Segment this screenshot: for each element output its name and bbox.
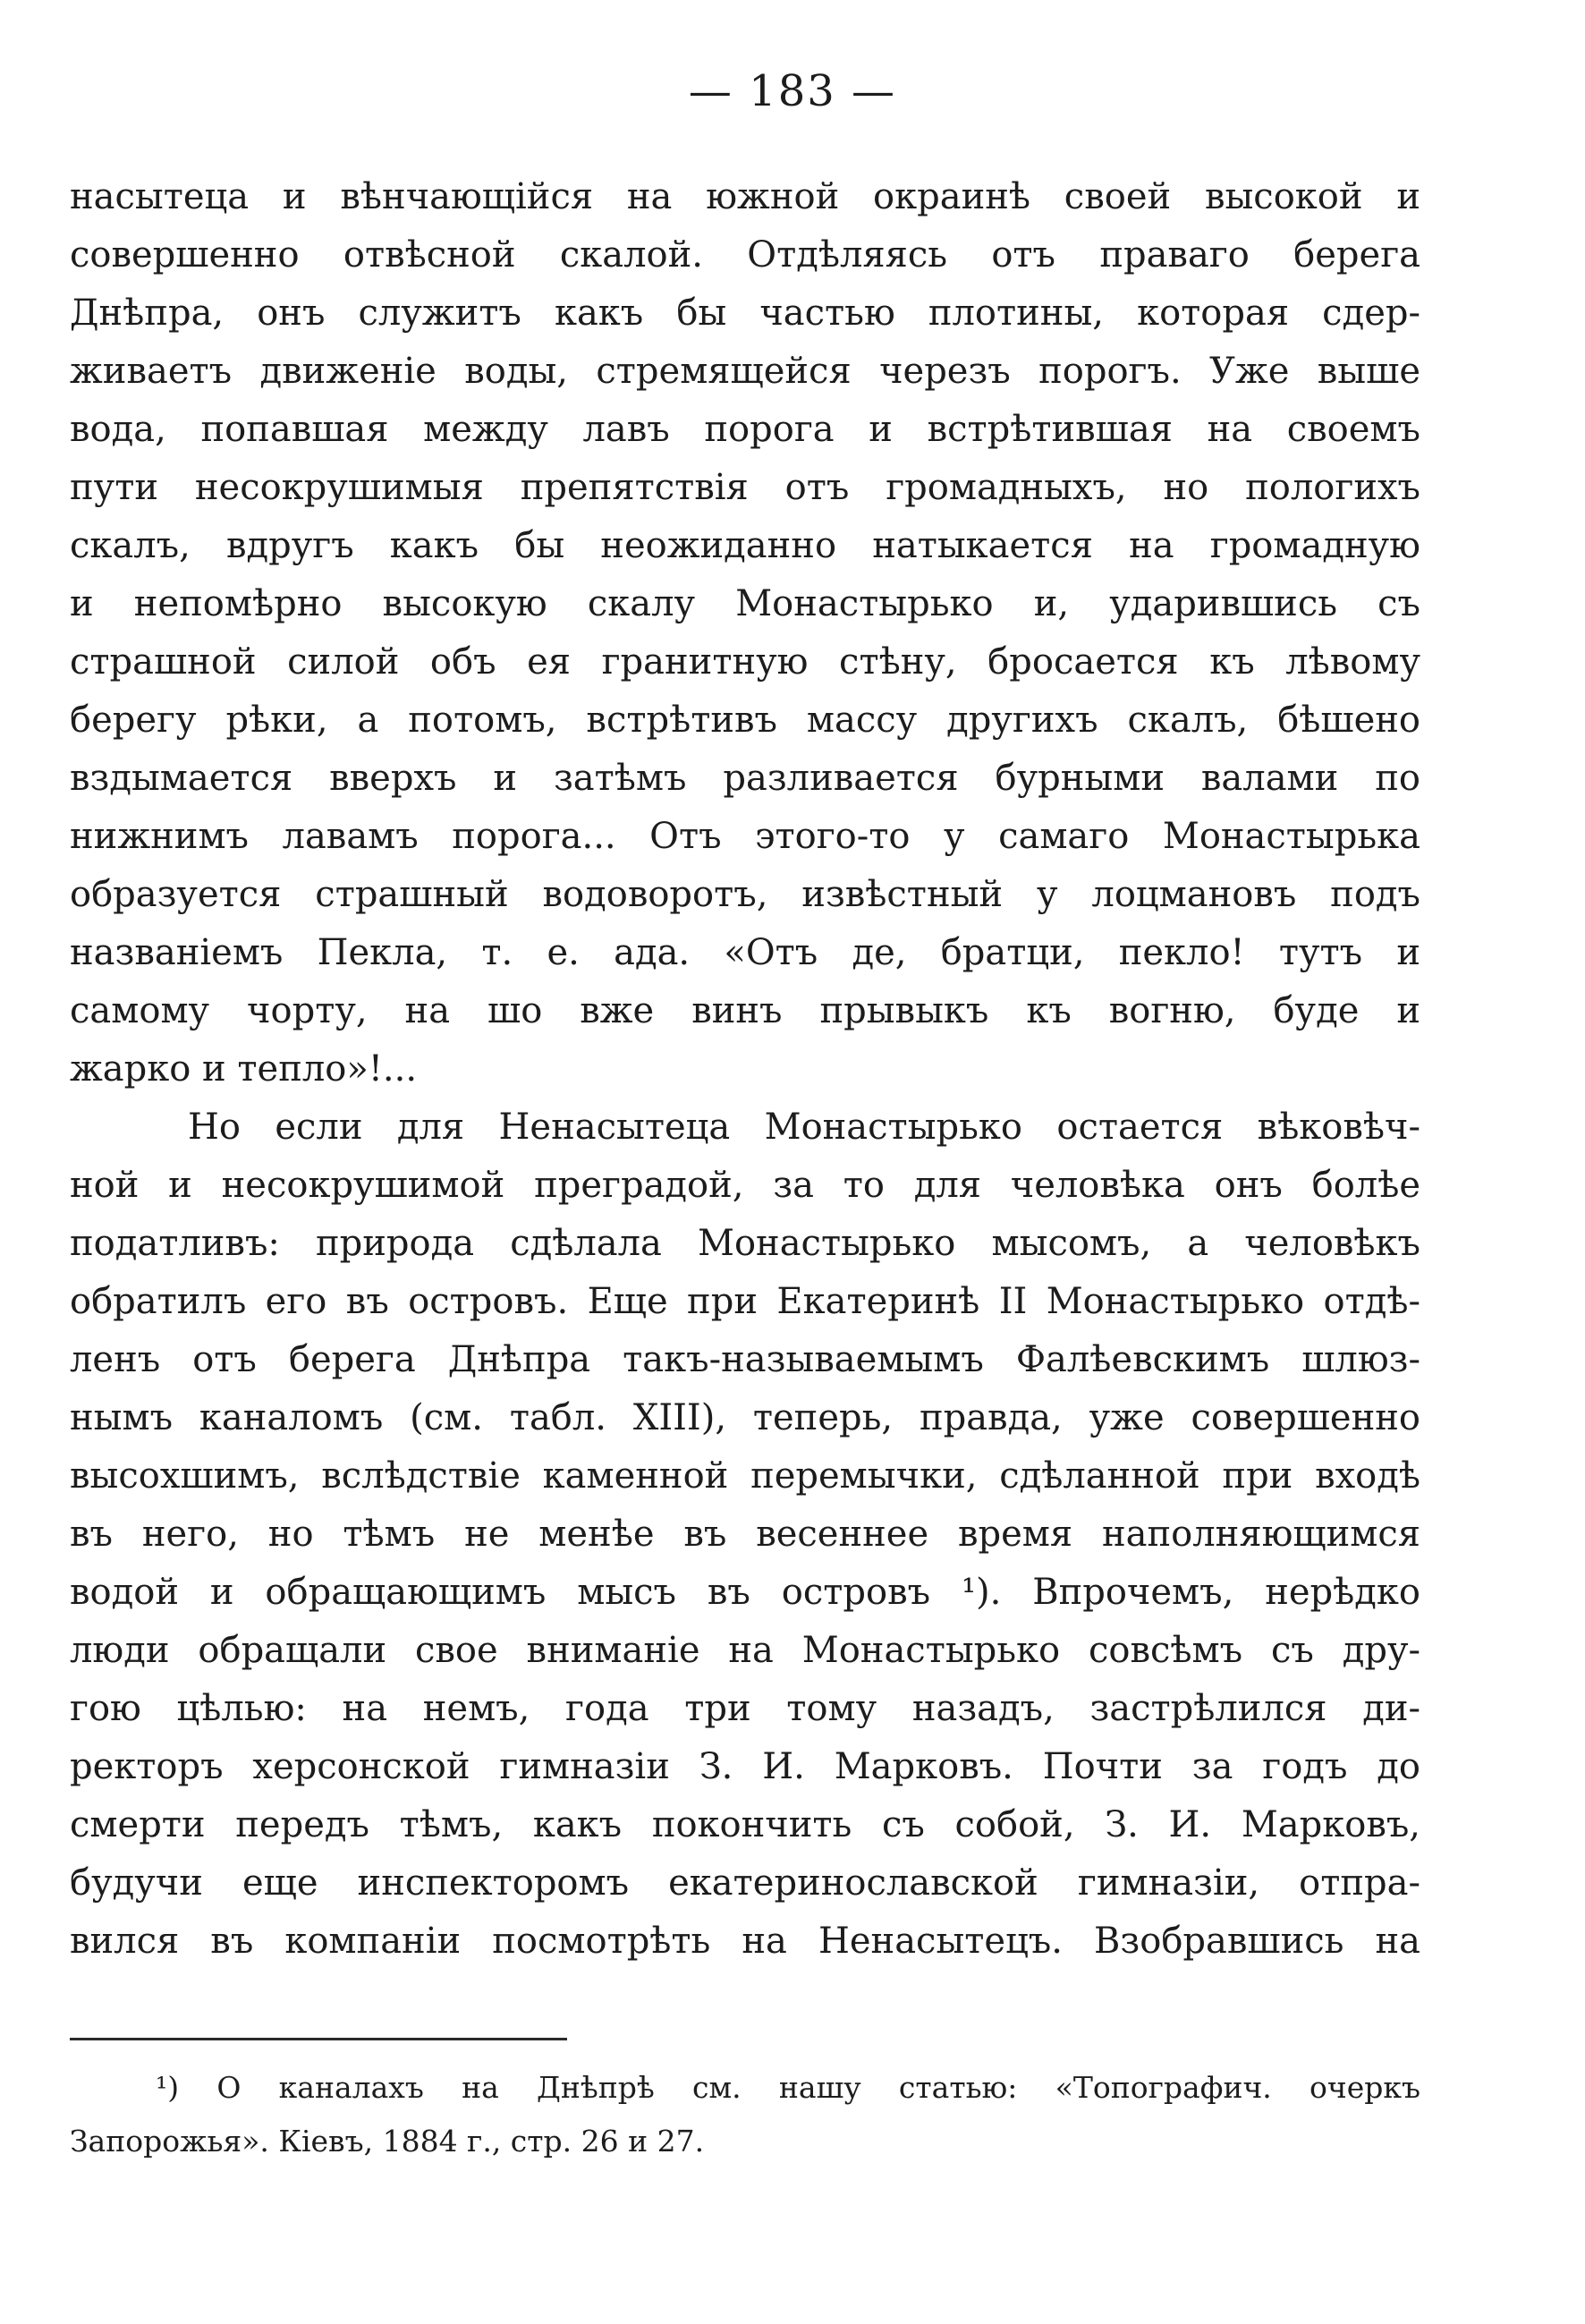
text-line: нымъ каналомъ (см. табл. XIII), теперь, правда, уже совершенно — [70, 1397, 1420, 1438]
footnote-line: Запорожья». Кіевъ, 1884 г., стр. 26 и 27. — [70, 2124, 705, 2159]
page-number: — 183 — — [688, 66, 897, 116]
text-line: пути несокрушимыя препятствія отъ громадныхъ, но пологихъ — [70, 467, 1420, 508]
text-line: образуется страшный водоворотъ, извѣстный у лоцмановъ подъ — [70, 874, 1420, 915]
text-line: ной и несокрушимой преградой, за то для человѣка онъ болѣе — [70, 1165, 1420, 1206]
text-line: высохшимъ, вслѣдствіе каменной перемычки, сдѣланной при входѣ — [70, 1455, 1420, 1497]
text-line: Но если для Ненасытеца Монастырько остается вѣковѣч- — [188, 1107, 1420, 1148]
paragraph-1 — [70, 168, 1420, 1098]
text-line: насытеца и вѣнчающійся на южной окраинѣ своей высокой и — [70, 176, 1420, 217]
text-line: смерти передъ тѣмъ, какъ покончить съ собой, З. И. Марковъ, — [70, 1804, 1420, 1845]
paragraph-2 — [70, 1098, 1420, 1971]
footnote-divider — [70, 2038, 567, 2040]
text-line: вода, попавшая между лавъ порога и встрѣтившая на своемъ — [70, 409, 1420, 450]
text-line: живаетъ движеніе воды, стремящейся черезъ порогъ. Уже выше — [70, 351, 1420, 392]
footnote-line: ¹) О каналахъ на Днѣпрѣ см. нашу статью: «Топографич. очеркъ — [156, 2070, 1420, 2105]
text-line: жарко и тепло»!... — [70, 1048, 418, 1090]
footnote — [70, 2061, 1420, 2168]
text-line: вился въ компаніи посмотрѣть на Ненасытецъ. Взобравшись на — [70, 1921, 1420, 1962]
text-line: въ него, но тѣмъ не менѣе въ весеннее время наполняющимся — [70, 1514, 1420, 1555]
text-line: страшной силой объ ея гранитную стѣну, бросается къ лѣвому — [70, 641, 1420, 683]
text-line: Днѣпра, онъ служитъ какъ бы частью плотины, которая сдер- — [70, 293, 1420, 334]
text-line: берегу рѣки, а потомъ, встрѣтивъ массу другихъ скалъ, бѣшено — [70, 700, 1420, 741]
text-line: гою цѣлью: на немъ, года три тому назадъ, застрѣлился ди- — [70, 1688, 1420, 1729]
text-line: ленъ отъ берега Днѣпра такъ-называемымъ Фалѣевскимъ шлюз- — [70, 1339, 1420, 1380]
text-line: скалъ, вдругъ какъ бы неожиданно натыкается на громадную — [70, 525, 1420, 566]
text-line: люди обращали свое вниманіе на Монастырько совсѣмъ съ дру- — [70, 1630, 1420, 1671]
text-line: совершенно отвѣсной скалой. Отдѣляясь отъ праваго берега — [70, 234, 1420, 276]
text-line: ректоръ херсонской гимназіи З. И. Марковъ. Почти за годъ до — [70, 1746, 1420, 1787]
text-line: податливъ: природа сдѣлала Монастырько мысомъ, а человѣкъ — [70, 1223, 1420, 1264]
text-line: водой и обращающимъ мысъ въ островъ ¹). Впрочемъ, нерѣдко — [70, 1572, 1420, 1613]
text-line: нижнимъ лавамъ порога... Отъ этого-то у самаго Монастырька — [70, 816, 1420, 857]
body-text — [70, 168, 1420, 1971]
text-line: и непомѣрно высокую скалу Монастырько и, ударившись съ — [70, 583, 1420, 624]
text-line: будучи еще инспекторомъ екатеринославской гимназіи, отпра- — [70, 1862, 1420, 1904]
text-line: названіемъ Пекла, т. е. ада. «Отъ де, братци, пекло! тутъ и — [70, 932, 1420, 973]
text-line: самому чорту, на шо вже винъ прывыкъ къ вогню, буде и — [70, 990, 1420, 1031]
text-line: обратилъ его въ островъ. Еще при Екатеринѣ II Монастырько отдѣ- — [70, 1281, 1420, 1322]
text-line: вздымается вверхъ и затѣмъ разливается бурными валами по — [70, 758, 1420, 799]
